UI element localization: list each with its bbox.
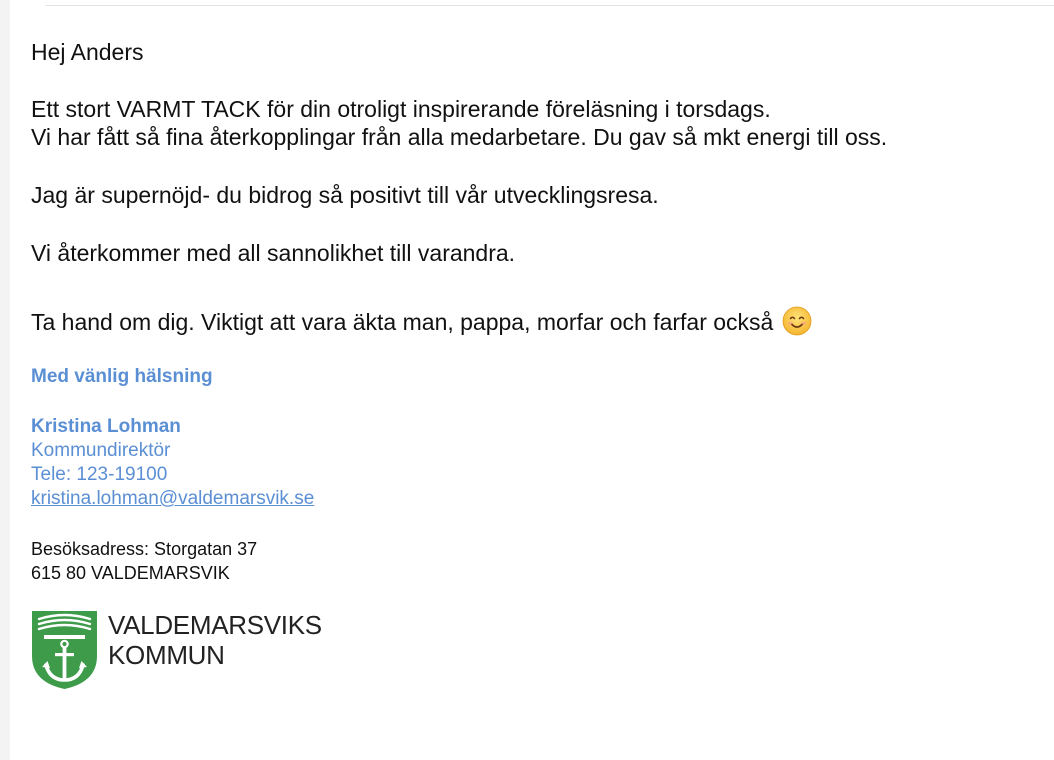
smiling-face-icon: [782, 306, 812, 336]
closing-paragraph: [31, 307, 1046, 337]
signature-email-link[interactable]: kristina.lohman@valdemarsvik.se: [31, 488, 315, 509]
thanks-line-2: Vi har fått så fina återkopplingar från alla medarbetare. Du gav så mkt energi till oss.: [31, 124, 888, 150]
postal-address: 615 80 VALDEMARSVIK: [31, 563, 230, 583]
municipality-logo: [31, 610, 1046, 690]
satisfied-paragraph: Jag är supernöjd- du bidrog så positivt till vår utvecklingsresa.: [31, 182, 659, 208]
signature-regards: Med vänlig hälsning: [31, 366, 213, 387]
visit-address: Besöksadress: Storgatan 37: [31, 539, 258, 559]
municipality-name-line-2: KOMMUN: [108, 640, 225, 670]
window-edge: [0, 0, 10, 760]
thanks-paragraph: [31, 95, 1046, 151]
header-divider: [45, 5, 1054, 6]
closing-text: Ta hand om dig. Viktigt att vara äkta man, pappa, morfar och farfar också: [31, 309, 774, 335]
municipality-name-line-1: VALDEMARSVIKS: [108, 610, 322, 640]
signature-phone: Tele: 123-19100: [31, 464, 168, 485]
anchor-shield-icon: [31, 610, 98, 690]
municipality-name: [108, 610, 322, 670]
signature-title: Kommundirektör: [31, 440, 171, 461]
thanks-line-1: Ett stort VARMT TACK för din otroligt inspirerande föreläsning i torsdags.: [31, 96, 771, 122]
signature-name: Kristina Lohman: [31, 416, 181, 437]
email-body: [31, 38, 1046, 690]
return-paragraph: Vi återkommer med all sannolikhet till varandra.: [31, 240, 516, 266]
greeting: Hej Anders: [31, 39, 144, 65]
